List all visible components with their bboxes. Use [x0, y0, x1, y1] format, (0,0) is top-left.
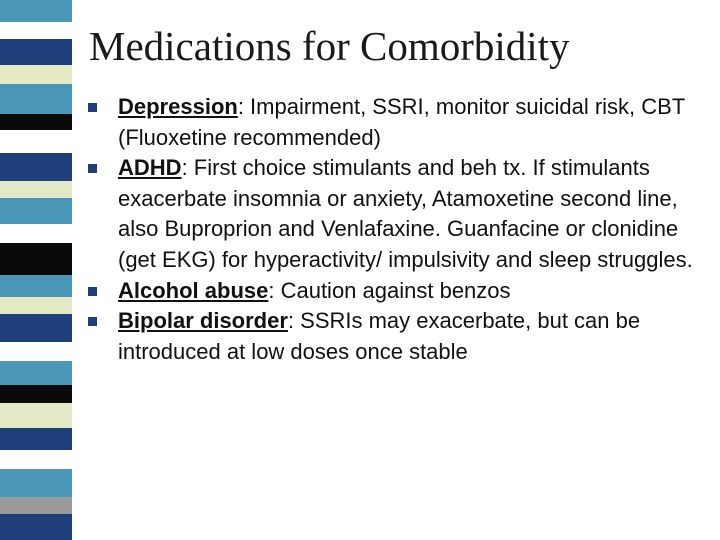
strip-square	[0, 243, 72, 274]
strip-square	[0, 130, 72, 154]
bullet-list	[88, 92, 698, 367]
square-bullet-icon	[88, 103, 97, 112]
strip-square	[0, 224, 72, 244]
bullet-term: Alcohol abuse	[118, 277, 269, 303]
bullet-item-depression	[88, 92, 698, 153]
strip-square	[0, 22, 72, 40]
bullet-text: : First choice stimulants and beh tx. If stimulants exacerbate insomnia or anxiety, Atamoxetine second line, also Buproprion and Venlafaxine. Guanfacine or clonidine (get EKG) for hyperactivity/ impulsivity and sleep struggles.	[118, 155, 693, 272]
strip-square	[0, 314, 72, 341]
bullet-text: : SSRIs may exacerbate, but can be introduced at low doses once stable	[118, 308, 641, 364]
bullet-item-bipolar-disorder	[88, 306, 698, 367]
square-bullet-icon	[88, 164, 97, 173]
strip-square	[0, 450, 72, 470]
strip-square	[0, 497, 72, 515]
strip-square	[0, 428, 72, 450]
strip-square	[0, 181, 72, 199]
strip-square	[0, 297, 72, 315]
strip-square	[0, 403, 72, 429]
bullet-item-adhd	[88, 153, 698, 275]
bullet-text: : Impairment, SSRI, monitor suicidal risk, CBT (Fluoxetine recommended)	[118, 94, 685, 150]
strip-square	[0, 361, 72, 385]
strip-square	[0, 84, 72, 113]
decorative-square-strip	[0, 0, 72, 540]
strip-square	[0, 114, 72, 130]
square-bullet-icon	[88, 317, 97, 326]
strip-square	[0, 153, 72, 180]
strip-square	[0, 198, 72, 224]
bullet-term: Depression	[118, 94, 238, 119]
strip-square	[0, 469, 72, 496]
strip-square	[0, 385, 72, 403]
strip-square	[0, 0, 72, 22]
strip-square	[0, 275, 72, 297]
square-bullet-icon	[88, 287, 97, 296]
strip-square	[0, 65, 72, 85]
bullet-item-alcohol-abuse	[88, 276, 698, 307]
strip-square	[0, 342, 72, 362]
slide-title: Medications for Comorbidity	[89, 23, 570, 69]
bullet-term: Bipolar disorder	[118, 308, 288, 334]
bullet-text: : Caution against benzos	[268, 277, 511, 303]
strip-square	[0, 39, 72, 65]
bullet-term: ADHD	[118, 155, 182, 181]
strip-square	[0, 514, 72, 540]
